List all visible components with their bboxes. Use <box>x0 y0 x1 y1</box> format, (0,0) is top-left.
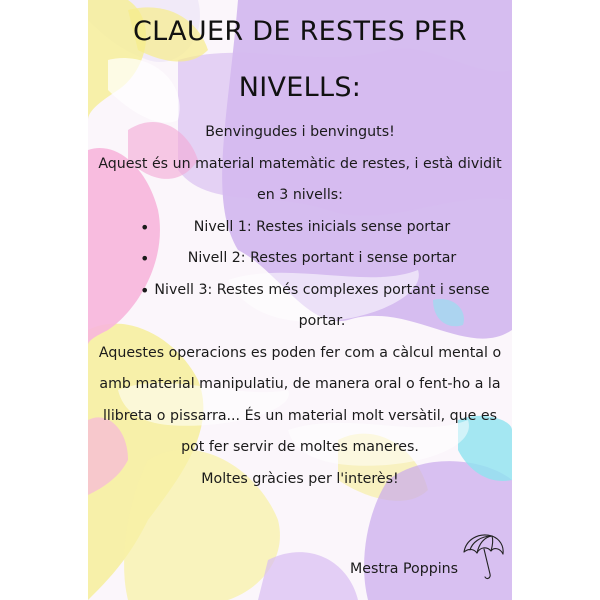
level-3-text: Nivell 3: Restes més complexes portant i sense portar. <box>154 281 490 329</box>
title-line-1: CLAUER DE RESTES PER <box>133 16 467 47</box>
document-page <box>88 0 512 600</box>
umbrella-icon <box>460 530 506 584</box>
greeting: Benvingudes i benvinguts! <box>205 124 395 140</box>
body-text <box>98 117 502 495</box>
intro-paragraph: Aquest és un material matemàtic de restes, i està dividit en 3 nivells: <box>98 155 502 203</box>
document-content <box>88 0 512 600</box>
list-item <box>98 212 502 244</box>
title-line-2: NIVELLS: <box>238 72 362 103</box>
thanks-line: Moltes gràcies per l'interès! <box>201 470 399 487</box>
description-paragraph: Aquestes operacions es poden fer com a càlcul mental o amb material manipulatiu, de manera oral o fent-ho a la llibreta o pissarra... És un material molt versàtil, que es pot fer servir de moltes maneres. <box>98 344 502 455</box>
bullet-icon: • <box>140 217 150 237</box>
level-1-text: Nivell 1: Restes inicials sense portar <box>193 218 451 235</box>
list-item <box>98 243 502 275</box>
list-item <box>98 275 502 338</box>
author-signature: Mestra Poppins <box>350 561 459 577</box>
bullet-icon: • <box>140 249 150 268</box>
levels-list <box>98 212 502 338</box>
bullet-icon: • <box>140 280 150 300</box>
level-2-text: Nivell 2: Restes portant i sense portar <box>187 250 457 266</box>
page-title <box>88 4 512 116</box>
